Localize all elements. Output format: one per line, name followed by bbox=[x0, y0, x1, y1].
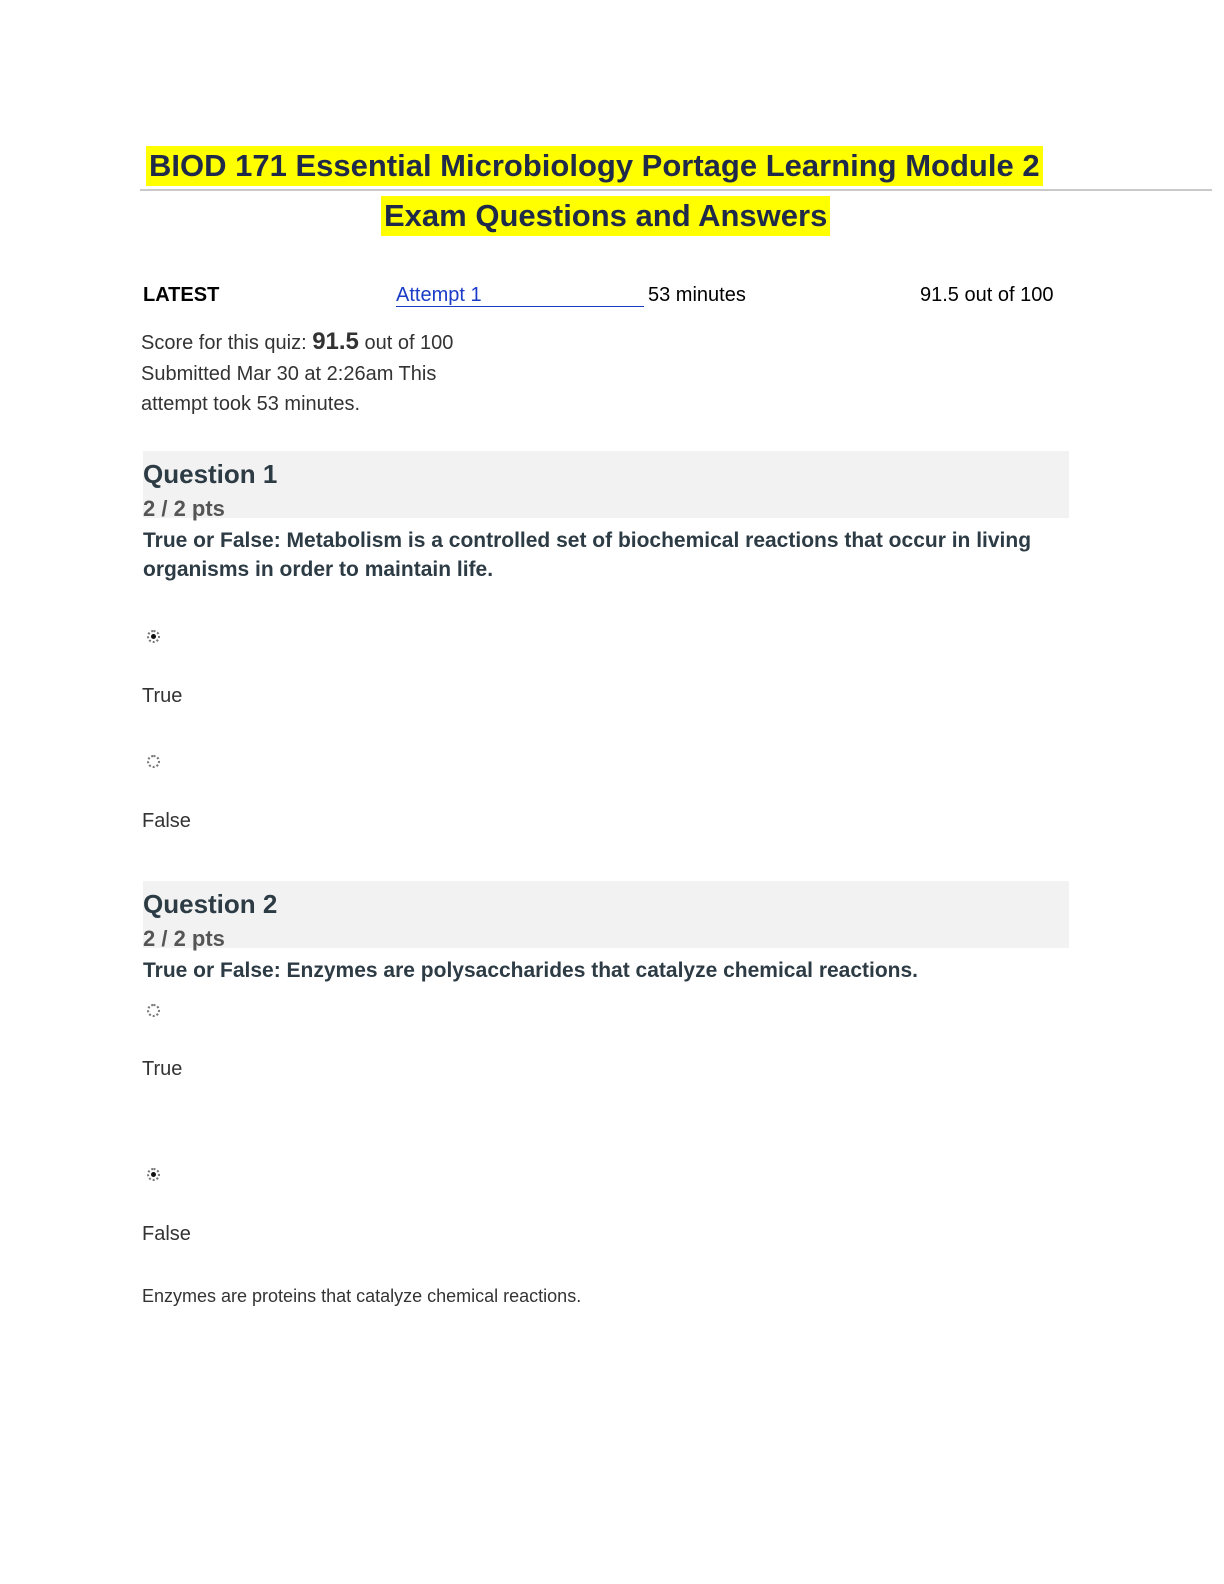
submitted-text: Submitted Mar 30 at 2:26am This bbox=[141, 363, 437, 385]
question-1-option-true-radio[interactable] bbox=[147, 630, 160, 643]
question-1-header bbox=[143, 451, 1069, 518]
question-1-option-false-radio[interactable] bbox=[147, 755, 160, 768]
question-1-text: True or False: Metabolism is a controlled set of biochemical reactions that occur in living organisms in order to maintain life. bbox=[143, 529, 1032, 581]
attempt-link[interactable]: Attempt 1 bbox=[396, 284, 644, 307]
quiz-score-prefix: Score for this quiz: bbox=[141, 332, 313, 354]
question-2-title: Question 2 bbox=[143, 889, 278, 919]
quiz-score bbox=[141, 328, 453, 356]
document-title-line-1: BIOD 171 Essential Microbiology Portage Learning Module 2 bbox=[146, 146, 1043, 186]
quiz-score-suffix: out of 100 bbox=[358, 332, 454, 354]
latest-label: LATEST bbox=[143, 284, 220, 306]
question-2-explanation: Enzymes are proteins that catalyze chemical reactions. bbox=[142, 1286, 582, 1306]
question-1-option-false-label: False bbox=[142, 810, 191, 832]
attempt-score: 91.5 out of 100 bbox=[920, 284, 1054, 306]
question-2-text: True or False: Enzymes are polysaccharides that catalyze chemical reactions. bbox=[143, 959, 919, 982]
question-2-option-true-radio[interactable] bbox=[147, 1004, 160, 1017]
attempt-duration: 53 minutes bbox=[648, 284, 746, 306]
question-1-points: 2 / 2 pts bbox=[143, 496, 225, 521]
question-2-option-true-label: True bbox=[142, 1058, 183, 1080]
attempt-time-text: attempt took 53 minutes. bbox=[141, 393, 361, 415]
document-title-line-2: Exam Questions and Answers bbox=[381, 196, 830, 236]
question-2-points: 2 / 2 pts bbox=[143, 926, 225, 951]
question-1-option-true-label: True bbox=[142, 685, 183, 707]
question-2-option-false-label: False bbox=[142, 1223, 191, 1245]
question-1-title: Question 1 bbox=[143, 459, 278, 489]
quiz-score-value: 91.5 bbox=[312, 328, 359, 355]
question-2-option-false-radio[interactable] bbox=[147, 1168, 160, 1181]
question-2-header bbox=[143, 881, 1069, 948]
title-divider bbox=[140, 189, 1212, 191]
